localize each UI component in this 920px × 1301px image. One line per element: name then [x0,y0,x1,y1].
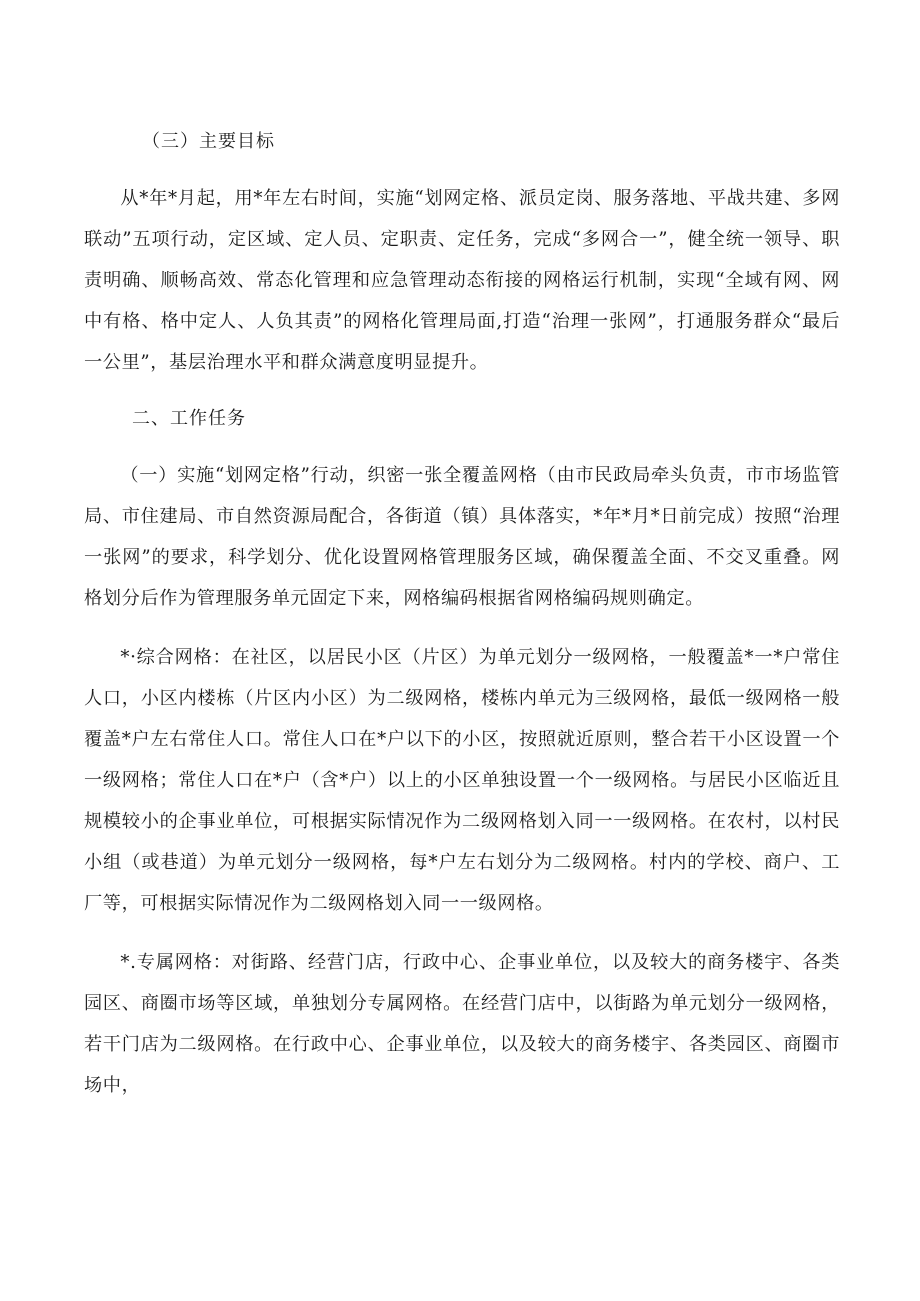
section-goal-paragraph: 从*年*月起，用*年左右时间，实施“划网定格、派员定岗、服务落地、平战共建、多网联动”五项行动，定区域、定人员、定职责、定任务，完成“多网合一”，健全统一领导、职责明确、顺畅高效、常态化管理和应急管理动态衔接的网格运行机制，实现“全域有网、网中有格、格中定人、人负其责”的网格化管理局面,打造“治理一张网”，打通服务群众“最后一公里”，基层治理水平和群众满意度明显提升。 [84,188,840,373]
section-goal-heading: （三）主要目标 [142,131,275,152]
task1-paragraph: （一）实施“划网定格”行动，织密一张全覆盖网格（由市民政局牵头负责，市市场监管局、市住建局、市自然资源局配合，各街道（镇）具体落实，*年*月*日前完成）按照“治理一张网”的要求，科学划分、优化设置网格管理服务区域，确保覆盖全面、不交叉重叠。网格划分后作为管理服务单元固定下来，网格编码根据省网格编码规则确定。 [84,465,840,609]
section-tasks-heading: 二、工作任务 [132,408,246,429]
document-body [84,124,840,1124]
grid-dedicated-paragraph: *.专属网格：对街路、经营门店，行政中心、企事业单位，以及较大的商务楼宇、各类园区、商圈市场等区域，单独划分专属网格。在经营门店中，以街路为单元划分一级网格，若干门店为二级网格。在行政中心、企事业单位，以及较大的商务楼宇、各类园区、商圈市场中， [84,952,840,1096]
grid-comprehensive-paragraph: *·综合网格：在社区，以居民小区（片区）为单元划分一级网格，一般覆盖*一*户常住人口，小区内楼栋（片区内小区）为二级网格，楼栋内单元为三级网格，最低一级网格一般覆盖*户左右常住人口。常住人口在*户以下的小区，按照就近原则，整合若干小区设置一个一级网格；常住人口在*户（含*户）以上的小区单独设置一个一级网格。与居民小区临近且规模较小的企事业单位，可根据实际情况作为二级网格划入同一一级网格。在农村，以村民小组（或巷道）为单元划分一级网格，每*户左右划分为二级网格。村内的学校、商户、工厂等，可根据实际情况作为二级网格划入同一一级网格。 [84,647,840,914]
